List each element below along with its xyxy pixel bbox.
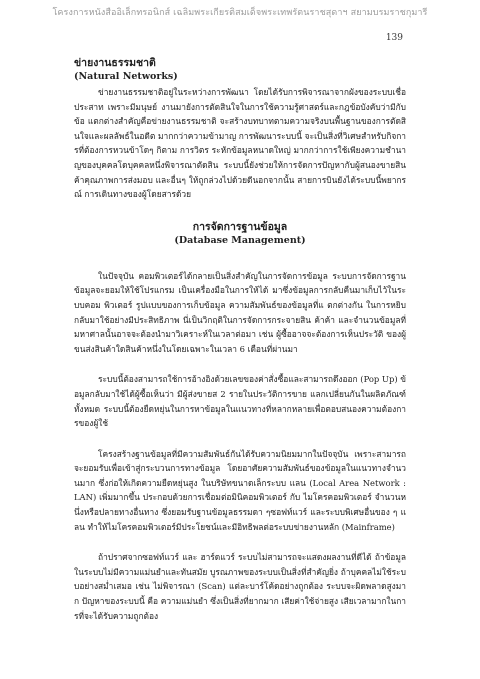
paragraph-database-4: ถ้าปราศจากซอฟท์แวร์ และ ฮาร์ดแวร์ ระบบไม่สามารถจะแสดงผลงานที่ดีได้ ถ้าข้อมูลในระบบไม่มีความแม่นยำและทันสมัย บูรณภาพของระบบเป็นสิ่งที่สำคัญยิ่ง ถ้าบุคคลไม่ใช้ระบบอย่างสม่ำเสมอ เช่น ไม่พิจารณา (Scan) แต่ละบาร์โค้ดอย่างถูกต้อง ระบบจะผิดพลาดสูงมาก ปัญหาของระบบนี้ คือ ความแม่นยำ ซึ่งเป็นสิ่งที่ยากมาก เสียค่าใช้จ่ายสูง เสียเวลามากในการที่จะได้รับความถูกต้อง [74, 552, 406, 621]
paragraph-database-3: โครงสร้างฐานข้อมูลที่มีความสัมพันธ์กันได้รับความนิยมมากในปัจจุบัน เพราะสามารถจะยอมรับเพื่อเข้าสู่กระบวนการทางข้อมูล โดยอาศัยความสัมพันธ์ของข้อมูลในแนวทางจำนวนมาก ซึ่งก่อให้เกิดความยืดหยุ่นสูง ในบริษัทขนาดเล็กระบบ แลน (Local Area Network : LAN) เพิ่มมากขึ้น ประกอบด้วยการเชื่อมต่อมินิคอมพิวเตอร์ กับ ไมโครคอมพิวเตอร์ จำนวนหนึ่งหรือปลายทางอื่นทาง ซึ่งยอมรับฐานข้อมูลธรรมดา ๆซอฟท์แวร์ และระบบพิเศษอื่นของ ๆ แลน ทำให้ไมโครคอมพิวเตอร์มีประโยชน์และมีอิทธิพลต่อระบบข่ายงานหลัก (Mainframe) [74, 448, 406, 532]
page-content [74, 56, 406, 623]
paragraph-database-2: ระบบนี้ต้องสามารถใช้การอ้างอิงด้วยเลขของค่าสั่งซื้อและสามารถดึงออก (Pop Up) ข้อมูลกลับมาใช้ได้ผู้ซื้อเห็นว่า มีผู้ส่งขายส 2 รายในประวัติการขาย แลกเปลี่ยนกันในผลิตภัณฑ์ทั้งหมด ระบบนี้ต้องยืดหยุ่นในการหาข้อมูลในแนวทางที่หลากหลายเพื่อตอบสนองความต้องการของผู้ใช้ [74, 374, 406, 429]
section-title-database-management: การจัดการฐานข้อมูล [192, 220, 288, 233]
section-subtitle-database-management: (Database Management) [174, 234, 306, 246]
page-number: 139 [385, 33, 403, 43]
section-title-natural-networks: ข่ายงานธรรมชาติ [74, 57, 156, 69]
section-subtitle-natural-networks: (Natural Networks) [74, 71, 178, 82]
paragraph-database-1: ในปัจจุบัน คอมพิวเตอร์ได้กลายเป็นสิ่งสำคัญในการจัดการข้อมูล ระบบการจัดการฐานข้อมูลจะยอมให้ใช้โปรแกรม เป็นเครื่องมือในการให้ได้ มาซึ่งข้อมูลการกลับคืนมาเก็บไว้ในระบบคอม พิวเตอร์ รูปแบบของการเก็บข้อมูล ความสัมพันธ์ของข้อมูลที่แ ตกต่างกัน ในการหยิบกลับมาใช้อย่างมีประสิทธิภาพ นี่เป็นวิกฤติในการจัดการกระจายสิน ค้าค้า และจำนวนข้อมูลที่มหาศาลนั้นอาจจะต้องนำมาวิเคราะห์ในเวลาต่อมา เช่น ผู้ซื้ออาจจะต้องการเห็นประวัติ ของผู้ขนส่งสินค้าใดสินค้าหนึ่งในโดยเฉพาะในเวลา 6 เดือนที่ผ่านมา [74, 270, 406, 354]
paragraph-natural-networks: ข่ายงานธรรมชาติอยู่ในระหว่างการพัฒนา โดยได้รับการพิจารณาจากผังของระบบเชื่อประสาท เพราะมีมนุษย์ งานมายังการตัดสินใจในการใช้ความรู้ศาสตร์และกฎข้อบังคับว่ามีกับ ข้อ แตกต่างสำคัญคือข่ายงานธรรมชาติ จะสร้างบทบาทตามความจริงบนพื้นฐานของการตัดสินใจและผลลัพธ์ในอดีต มากกว่าความข้ามาญ การพัฒนาระบบนี้ จะเป็นสิ่งที่วิเศษสำหรับกิจการที่ต้องการหวนข้าโดๆ กิตาม การวิตร ระหักข้อมูลหนาดใหญ่ มากกว่าการใช้เพียงความชำนาญของบุคคลโดบุคคลหนึ่งพิจารณาตัดสิน ระบบนี้ยังช่วยให้การจัดการปัญหากับผู้สนองขายสินค้าคุณภาพการส่งมอบ และอื่นๆ ให้ถูกล่วงไปด้วยดีนอกจากนั้น สายการบินยังได้ระบบนี้พยากรณ์ การเดินทางของผู้โดยสารด้วย [74, 87, 406, 200]
page-header: โครงการหนังสืออิเล็กทรอนิกส์ เฉลิมพระเกียรติสมเด็จพระเทพรัตนราชสุดาฯ สยามบรมราชกุมารี [52, 8, 428, 18]
